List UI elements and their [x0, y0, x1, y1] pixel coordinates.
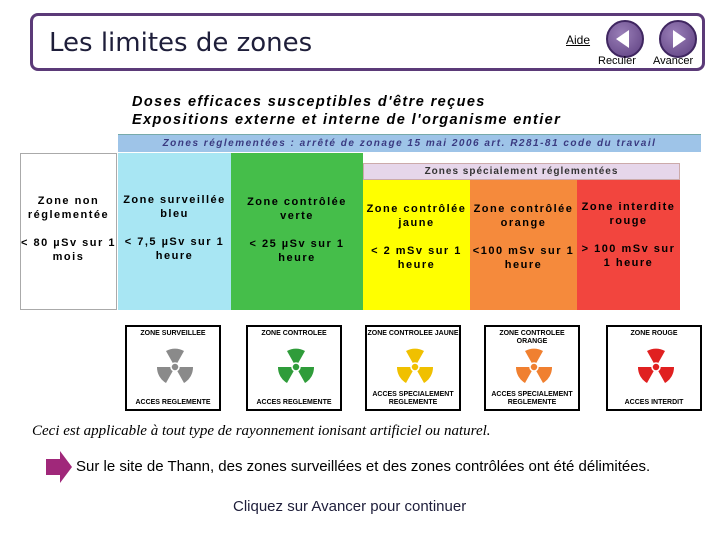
- sign-zone-controlee: [246, 325, 342, 411]
- zone-controlee-verte: [231, 153, 363, 310]
- zone-interdite-rouge: [577, 180, 680, 310]
- zone-dose: <100 mSv sur 1 heure: [472, 245, 575, 271]
- sign-bottom-label: ACCES REGLEMENTE: [256, 399, 332, 406]
- zones-diagram: [20, 153, 701, 310]
- sign-top-label: ZONE CONTROLEE JAUNE: [367, 330, 459, 337]
- zone-label: Zone contrôlée orange: [473, 203, 574, 229]
- zone-label: Zone contrôlée verte: [247, 196, 347, 222]
- heading-doses: Doses efficaces susceptibles d'être reçues: [132, 94, 486, 110]
- page-title: Les limites de zones: [49, 28, 313, 58]
- applicability-note: Ceci est applicable à tout type de rayonnement ionisant artificiel ou naturel.: [32, 423, 491, 439]
- forward-button[interactable]: [659, 20, 697, 58]
- back-label[interactable]: Reculer: [598, 55, 636, 67]
- arrow-left-icon: [616, 30, 629, 48]
- sign-top-label: ZONE CONTROLEE: [261, 330, 327, 337]
- heading-expositions: Expositions externe et interne de l'organisme entier: [132, 112, 562, 128]
- arrow-right-icon: [673, 30, 686, 48]
- zone-controlee-orange: [470, 180, 577, 310]
- radiation-trefoil-icon: [395, 347, 435, 387]
- zone-dose: < 7,5 µSv sur 1 heure: [124, 236, 225, 262]
- zone-controlee-jaune: [363, 180, 470, 310]
- right-arrow-icon: [46, 451, 72, 483]
- help-link[interactable]: Aide: [566, 33, 591, 47]
- zone-dose: < 2 mSv sur 1 heure: [371, 245, 462, 271]
- radiation-trefoil-icon: [155, 347, 195, 387]
- sign-bottom-label: ACCES SPECIALEMENT REGLEMENTE: [372, 391, 454, 406]
- zone-label: Zone interdite rouge: [581, 201, 676, 227]
- zone-label: Zone surveillée bleu: [123, 194, 226, 220]
- continue-instruction: Cliquez sur Avancer pour continuer: [233, 498, 467, 515]
- zone-non-reglementee: [20, 153, 117, 310]
- sign-zone-orange: [484, 325, 580, 411]
- zone-label: Zone contrôlée jaune: [366, 203, 467, 229]
- zone-dose: < 25 µSv sur 1 heure: [249, 238, 345, 264]
- sign-bottom-label: ACCES INTERDIT: [624, 399, 684, 406]
- zone-surveillee-bleu: [118, 153, 231, 310]
- sign-top-label: ZONE ROUGE: [630, 330, 678, 337]
- thann-statement: Sur le site de Thann, des zones surveillées et des zones contrôlées ont été délimitées.: [76, 458, 651, 475]
- regulated-zones-bar: Zones réglementées : arrêté de zonage 15 mai 2006 art. R281-81 code du travail: [118, 134, 701, 152]
- radiation-trefoil-icon: [514, 347, 554, 387]
- zone-label: Zone non réglementée: [27, 195, 110, 221]
- back-button[interactable]: [606, 20, 644, 58]
- sign-zone-surveillee: [125, 325, 221, 411]
- sign-bottom-label: ACCES REGLEMENTE: [135, 399, 211, 406]
- forward-label[interactable]: Avancer: [653, 55, 694, 67]
- sign-bottom-label: ACCES SPECIALEMENT REGLEMENTE: [491, 391, 573, 406]
- zone-dose: < 80 µSv sur 1 mois: [21, 237, 116, 263]
- special-zones-bar: Zones spécialement réglementées: [363, 163, 680, 180]
- radiation-trefoil-icon: [636, 347, 676, 387]
- sign-top-label: ZONE CONTROLEE ORANGE: [499, 330, 565, 345]
- radiation-trefoil-icon: [276, 347, 316, 387]
- sign-zone-rouge: [606, 325, 702, 411]
- zone-dose: > 100 mSv sur 1 heure: [581, 243, 676, 269]
- sign-zone-jaune: [365, 325, 461, 411]
- header-bar: [30, 13, 705, 71]
- sign-top-label: ZONE SURVEILLEE: [140, 330, 206, 337]
